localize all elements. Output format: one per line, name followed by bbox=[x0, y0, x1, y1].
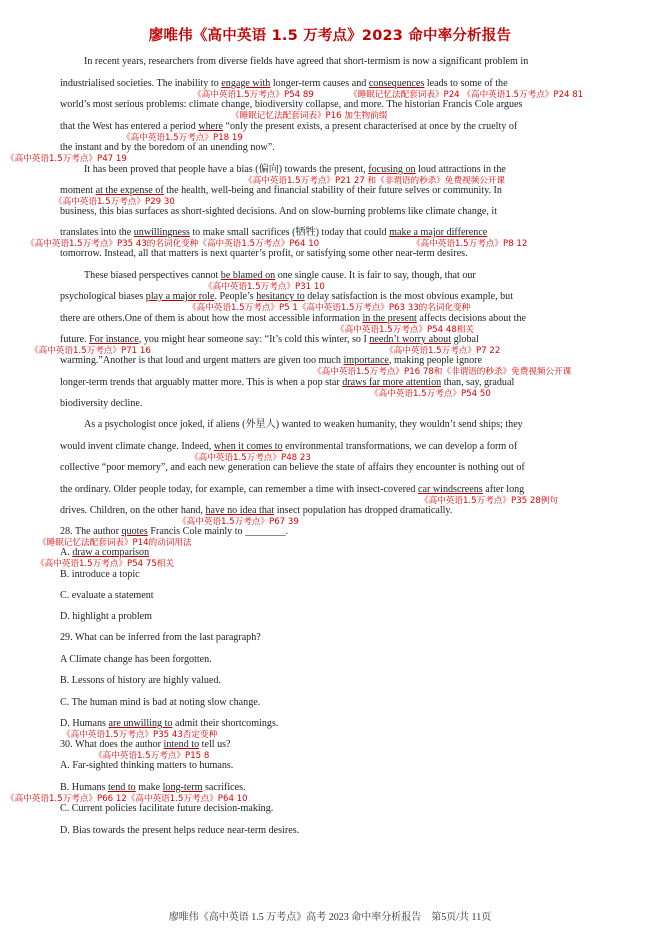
annotation: 《高中英语1.5万考点》P18 19 bbox=[122, 133, 243, 143]
annotation: 《高中英语1.5万考点》P21 27 和《非谓语的秒杀》免费视频公开课 bbox=[244, 176, 506, 186]
text-line: world’s most serious problems: climate change, biodiversity collapse, and more. The historian Francis Cole argues bbox=[60, 99, 523, 110]
text-line: future. For instance, you might hear someone say: “It’s cold this winter, so I needn’t worry about global bbox=[60, 334, 479, 345]
option-c: C. evaluate a statement bbox=[60, 590, 154, 601]
text-line: drives. Children, on the other hand, have no idea that insect population has dropped dramatically. bbox=[60, 505, 453, 516]
annotation: 《高中英语1.5万考点》P29 30 bbox=[54, 197, 175, 207]
text-line: the instant and by the boredom of an unending now”. bbox=[60, 142, 275, 153]
text-line: would invent climate change. Indeed, when it comes to environmental transformations, we can develop a form of bbox=[60, 441, 518, 452]
annotation: 《高中英语1.5万考点》P71 16 bbox=[30, 346, 151, 356]
text-line: there are others.One of them is about how the most accessible information in the present affects decisions about the bbox=[60, 313, 526, 324]
option-a: A. draw a comparison bbox=[60, 547, 150, 558]
annotation: 《高中英语1.5万考点》P5 1《高中英语1.5万考点》P63 33的名词化变种 bbox=[188, 303, 471, 313]
page-title: 廖唯伟《高中英语 1.5 万考点》2023 命中率分析报告 bbox=[148, 28, 512, 44]
option-c: C. Current policies facilitate future decision-making. bbox=[60, 803, 274, 814]
text-line: translates into the unwillingness to make small sacrifices (牺牲) today that could make a major difference bbox=[60, 227, 488, 238]
annotation: 《高中英语1.5万考点》P54 50 bbox=[370, 389, 491, 399]
text-line: that the West has entered a period where “only the present exists, a present characterised at once by the cruelty of bbox=[60, 121, 518, 132]
annotation: 《高中英语1.5万考点》P7 22 bbox=[385, 346, 501, 356]
option-b: B. Humans tend to make long-term sacrifices. bbox=[60, 782, 246, 793]
text-line: the ordinary. Older people today, for example, can remember a time with insect-covered car windscreens after long bbox=[60, 484, 525, 495]
text-line: industrialised societies. The inability to engage with longer-term causes and consequences leads to some of the bbox=[60, 78, 508, 89]
annotation: 《高中英语1.5万考点》P15 8 bbox=[94, 751, 210, 761]
text-line: warming.”Another is that loud and urgent matters are given too much importance, making people ignore bbox=[60, 355, 482, 366]
annotation: 《高中英语1.5万考点》P67 39 bbox=[178, 517, 299, 527]
annotation: 《高中英语1.5万考点》P66 12《高中英语1.5万考点》P64 10 bbox=[6, 794, 248, 804]
option-d: D. Bias towards the present helps reduce near-term desires. bbox=[60, 825, 300, 836]
text-line: biodiversity decline. bbox=[60, 398, 143, 409]
text-line: moment at the expense of the health, well-being and financial stability of their future selves or community. In bbox=[60, 185, 502, 196]
annotation: 《睡眠记忆法配套词表》P24 《高中英语1.5万考点》P24 81 bbox=[349, 90, 584, 100]
text-line: business, this bias surfaces as short-sighted decisions. And on slow-burning problems like climate change, it bbox=[60, 206, 498, 217]
question-30: 30. What does the author intend to tell us? bbox=[60, 739, 231, 750]
text-line: It has been proved that people have a bias (偏向) towards the present, focusing on loud attractions in the bbox=[84, 164, 506, 175]
annotation: 《高中英语1.5万考点》P47 19 bbox=[6, 154, 127, 164]
option-d: D. Humans are unwilling to admit their shortcomings. bbox=[60, 718, 279, 729]
annotation: 《高中英语1.5万考点》P54 48相关 bbox=[336, 325, 474, 335]
annotation: 《高中英语1.5万考点》P16 78和《非谓语的秒杀》免费视频公开课 bbox=[313, 367, 572, 377]
annotation: 《高中英语1.5万考点》P48 23 bbox=[190, 453, 311, 463]
annotation: 《高中英语1.5万考点》P35 43否定变种 bbox=[62, 730, 218, 740]
annotation: 《睡眠记忆法配套词表》P16 加生物前缀 bbox=[231, 111, 388, 121]
annotation: 《睡眠记忆法配套词表》P14的动词用法 bbox=[38, 538, 192, 548]
option-c: C. The human mind is bad at noting slow change. bbox=[60, 697, 261, 708]
annotation: 《高中英语1.5万考点》P35 43的名词化变种《高中英语1.5万考点》P64 10 bbox=[26, 239, 320, 249]
text-line: In recent years, researchers from diverse fields have agreed that short-termism is now a significant problem in bbox=[84, 56, 529, 67]
annotation: 《高中英语1.5万考点》P35 28例句 bbox=[420, 496, 558, 506]
text-line: As a psychologist once joked, if aliens (外星人) wanted to weaken humanity, they wouldn’t send ships; they bbox=[84, 419, 523, 430]
option-b: B. Lessons of history are highly valued. bbox=[60, 675, 221, 686]
annotation: 《高中英语1.5万考点》P54 89 bbox=[193, 90, 314, 100]
annotation: 《高中英语1.5万考点》P54 75相关 bbox=[36, 559, 174, 569]
text-line: tomorrow. Instead, all that matters is next quarter’s profit, or satisfying some other near-term desires. bbox=[60, 248, 468, 259]
text-line: longer-term trends that arguably matter more. This is when a pop star draws far more attention than, say, gradual bbox=[60, 377, 515, 388]
text-line: These biased perspectives cannot be blamed on one single cause. It is fair to say, though, that our bbox=[84, 270, 476, 281]
option-a: A Climate change has been forgotten. bbox=[60, 654, 212, 665]
option-b: B. introduce a topic bbox=[60, 569, 140, 580]
text-line: collective “poor memory”, and each new generation can believe the state of affairs they encounter is nothing out of bbox=[60, 462, 525, 473]
annotation: 《高中英语1.5万考点》P31 10 bbox=[204, 282, 325, 292]
page-footer: 廖唯伟《高中英语 1.5 万考点》高考 2023 命中率分析报告 第5页/共 11页 bbox=[168, 912, 492, 923]
option-d: D. highlight a problem bbox=[60, 611, 152, 622]
annotation: 《高中英语1.5万考点》P8 12 bbox=[412, 239, 528, 249]
text-line: psychological biases play a major role. People’s hesitancy to delay satisfaction is the most obvious example, but bbox=[60, 291, 514, 302]
question-29: 29. What can be inferred from the last paragraph? bbox=[60, 632, 261, 643]
question-28: 28. The author quotes Francis Cole mainly to ________. bbox=[60, 526, 289, 537]
option-a: A. Far-sighted thinking matters to humans. bbox=[60, 760, 234, 771]
